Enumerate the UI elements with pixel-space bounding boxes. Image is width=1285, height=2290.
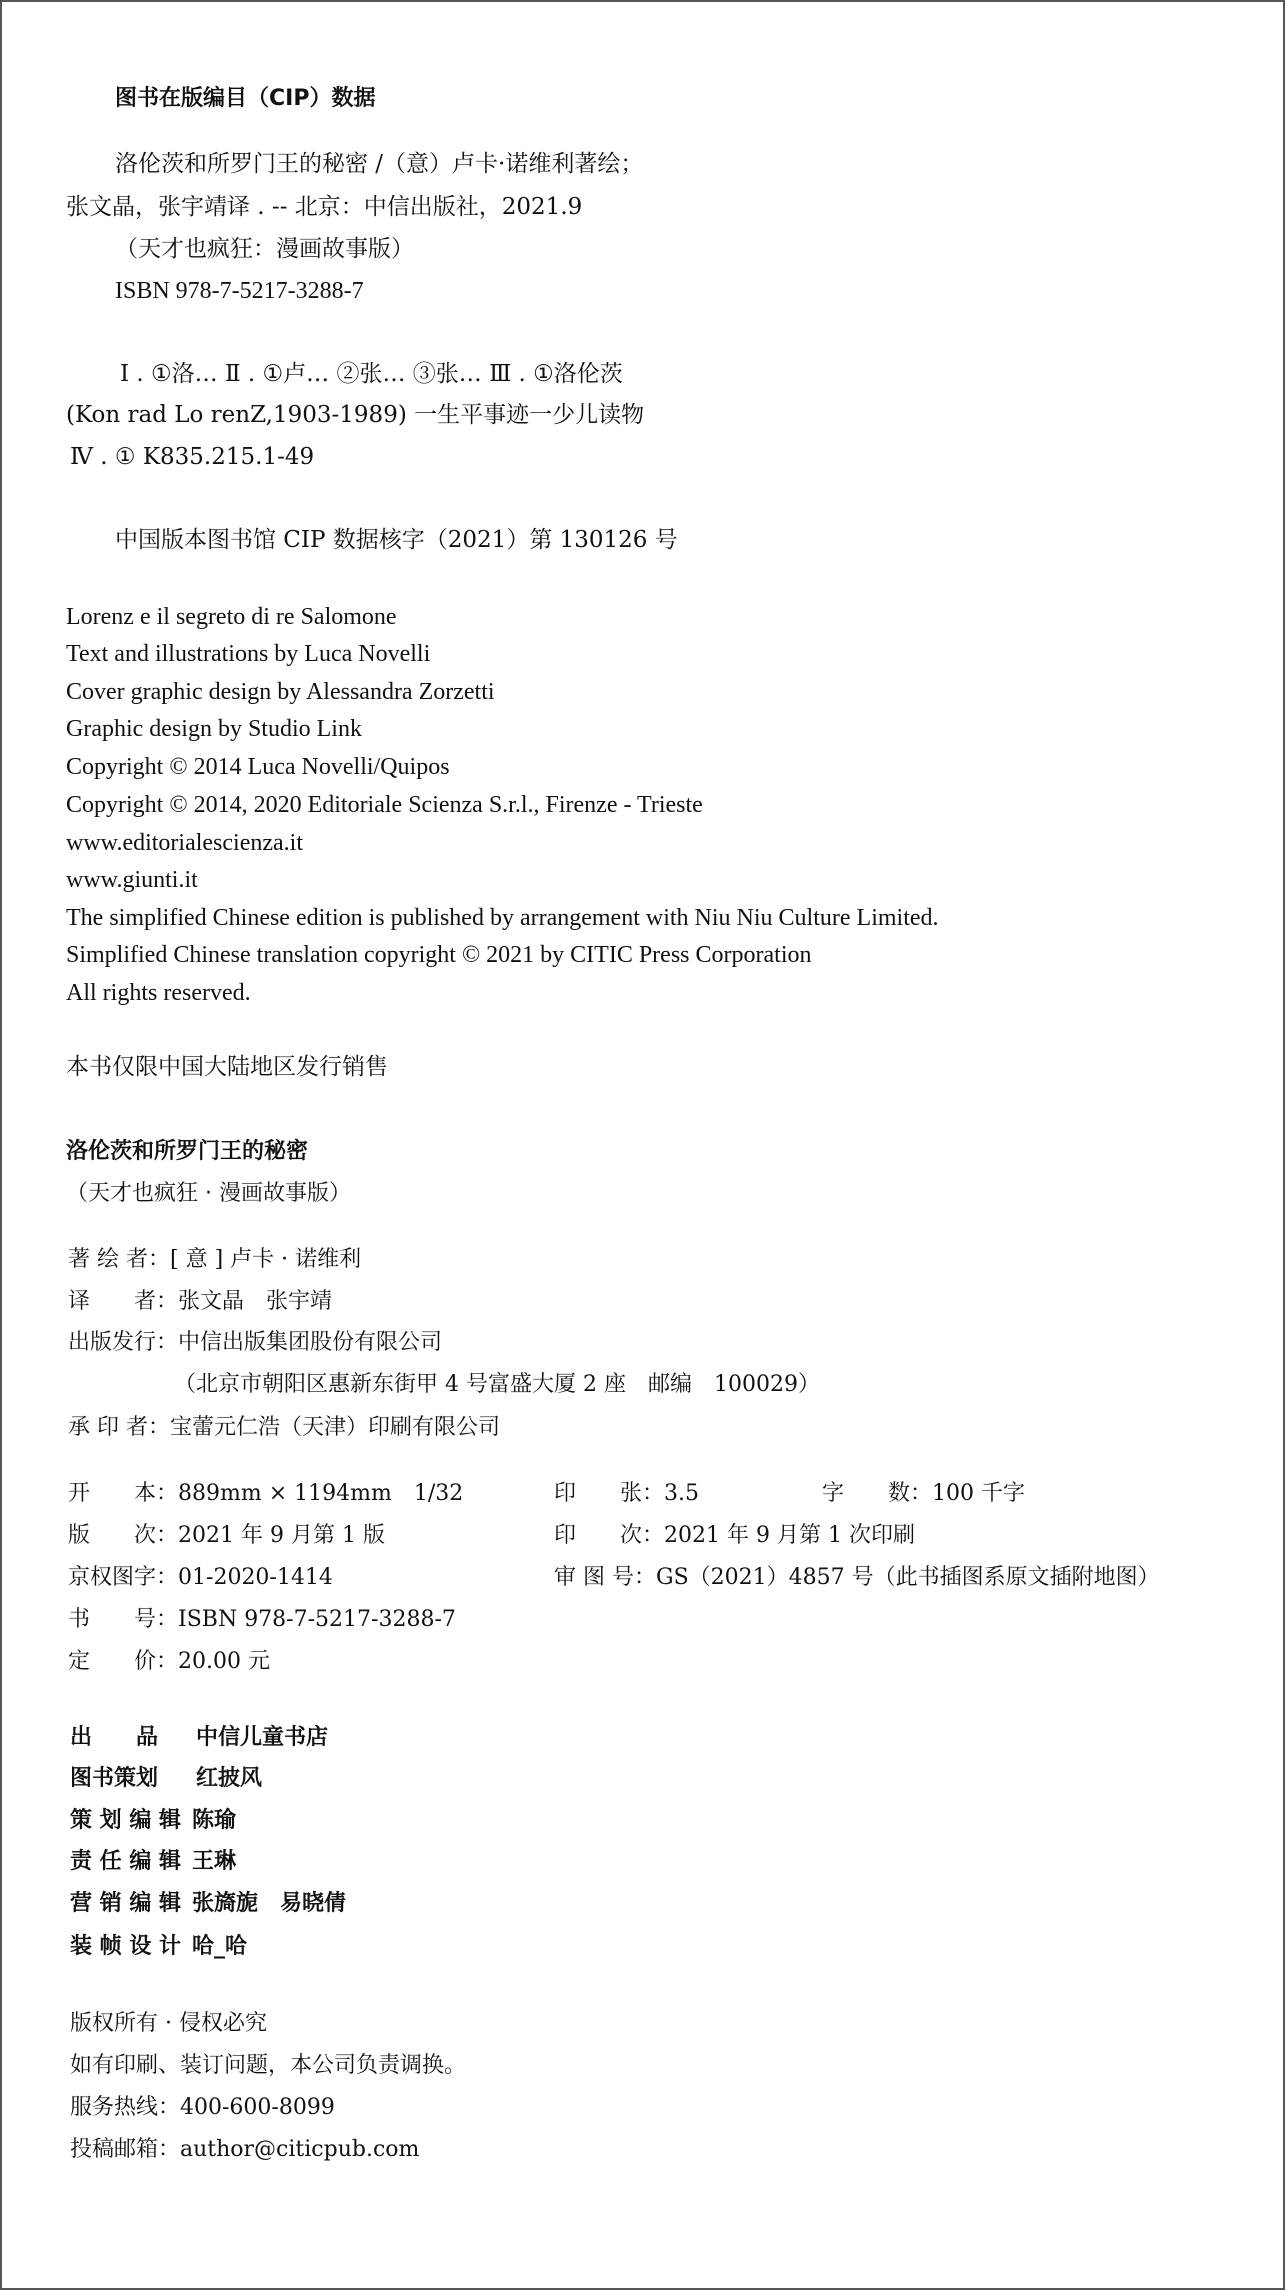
spec-format: 开 本：889mm × 1194mm 1/32 — [68, 1481, 464, 1506]
credit-line: Text and illustrations by Luca Novelli — [66, 641, 431, 667]
credit-line: The simplified Chinese edition is published by arrangement with Niu Niu Culture Limited. — [66, 905, 939, 931]
book-series: （天才也疯狂 · 漫画故事版） — [66, 1181, 351, 1206]
staff-responsible-editor: 责 任 编 辑 王琳 — [70, 1849, 237, 1874]
info-translator: 译 者：张文晶 张宇靖 — [68, 1289, 333, 1314]
cip-line: 洛伦茨和所罗门王的秘密 /（意）卢卡·诺维利著绘； — [115, 151, 644, 177]
credit-line: Simplified Chinese translation copyright © 2021 by CITIC Press Corporation — [66, 942, 812, 968]
cip-class-line: Ⅰ . ①洛… Ⅱ . ①卢… ②张… ③张… Ⅲ . ①洛伦茨 — [120, 361, 623, 387]
info-author: 著 绘 者：[ 意 ] 卢卡 · 诺维利 — [68, 1247, 362, 1272]
spec-isbn: 书 号：ISBN 978-7-5217-3288-7 — [68, 1607, 456, 1632]
spec-word-count: 字 数：100 千字 — [822, 1481, 1026, 1506]
book-title: 洛伦茨和所罗门王的秘密 — [66, 1139, 309, 1164]
credit-line: Cover graphic design by Alessandra Zorzetti — [66, 679, 495, 705]
footer-email: 投稿邮箱：author@citicpub.com — [70, 2137, 420, 2162]
staff-binding-design: 装 帧 设 计 哈_哈 — [70, 1934, 248, 1959]
cip-class-line: Ⅳ . ① K835.215.1-49 — [70, 444, 315, 470]
cip-check-number: 中国版本图书馆 CIP 数据核字（2021）第 130126 号 — [115, 527, 678, 553]
info-publisher: 出版发行：中信出版集团股份有限公司 — [68, 1330, 443, 1355]
credit-line: Copyright © 2014 Luca Novelli/Quipos — [66, 754, 450, 780]
footer-rights: 版权所有 · 侵权必究 — [70, 2011, 267, 2036]
spec-price: 定 价：20.00 元 — [68, 1649, 270, 1674]
credit-line: www.editorialescienza.it — [66, 830, 304, 856]
credit-line: Copyright © 2014, 2020 Editoriale Scienza S.r.l., Firenze - Trieste — [66, 792, 703, 818]
credit-line: www.giunti.it — [66, 867, 198, 893]
sale-notice: 本书仅限中国大陆地区发行销售 — [66, 1054, 388, 1080]
info-publisher-address: （北京市朝阳区惠新东街甲 4 号富盛大厦 2 座 邮编 100029） — [174, 1372, 820, 1397]
info-printer: 承 印 者：宝蕾元仁浩（天津）印刷有限公司 — [68, 1415, 501, 1440]
staff-producer: 出 品 中信儿童书店 — [70, 1725, 329, 1750]
staff-planner: 图书策划 红披风 — [70, 1766, 263, 1791]
staff-marketing-editor: 营 销 编 辑 张旖旎 易晓倩 — [70, 1891, 347, 1916]
spec-copyright-reg: 京权图字：01-2020-1414 — [68, 1565, 333, 1590]
footer-quality: 如有印刷、装订问题，本公司负责调换。 — [70, 2053, 467, 2078]
cip-isbn: ISBN 978-7-5217-3288-7 — [115, 278, 364, 304]
spec-edition: 版 次：2021 年 9 月第 1 版 — [68, 1523, 385, 1548]
footer-hotline: 服务热线：400-600-8099 — [70, 2095, 335, 2120]
credit-line: Lorenz e il segreto di re Salomone — [66, 604, 397, 630]
spec-sheets: 印 张：3.5 — [554, 1481, 700, 1506]
spec-map-review: 审 图 号：GS（2021）4857 号（此书插图系原文插附地图） — [554, 1565, 1160, 1590]
cip-line: （天才也疯狂：漫画故事版） — [115, 236, 414, 262]
staff-planning-editor: 策 划 编 辑 陈瑜 — [70, 1808, 237, 1833]
credit-line: All rights reserved. — [66, 980, 251, 1006]
spec-printing: 印 次：2021 年 9 月第 1 次印刷 — [554, 1523, 915, 1548]
credit-line: Graphic design by Studio Link — [66, 716, 362, 742]
cip-heading: 图书在版编目（CIP）数据 — [115, 86, 376, 111]
cip-class-line: (Kon rad Lo renZ,1903-1989) 一生平事迹一少儿读物 — [66, 402, 645, 428]
cip-line: 张文晶，张宇靖译 . -- 北京：中信出版社，2021.9 — [66, 194, 583, 220]
